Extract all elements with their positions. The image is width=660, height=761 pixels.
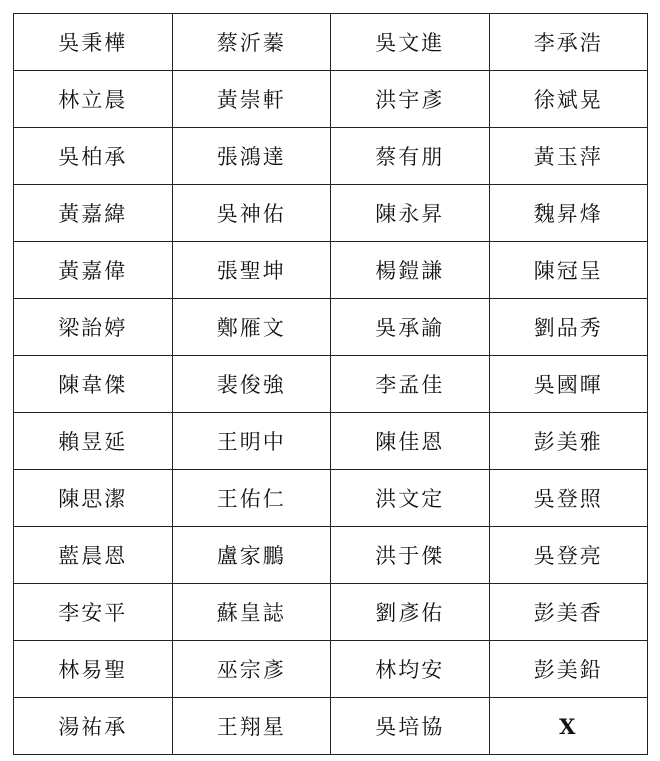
table-row	[14, 128, 648, 185]
table-cell: 徐斌晃	[489, 71, 648, 128]
table-cell: 彭美鉛	[489, 641, 648, 698]
table-row	[14, 299, 648, 356]
table-cell: 陳思潔	[14, 470, 173, 527]
table-cell: 吳承諭	[331, 299, 490, 356]
table-cell: 洪宇彥	[331, 71, 490, 128]
table-cell: 陳冠呈	[489, 242, 648, 299]
table-row	[14, 14, 648, 71]
table-cell: 吳柏承	[14, 128, 173, 185]
table-cell: 楊鎧謙	[331, 242, 490, 299]
table-cell: 吳神佑	[172, 185, 331, 242]
table-row	[14, 242, 648, 299]
table-cell: 王佑仁	[172, 470, 331, 527]
table-cell: 梁詒婷	[14, 299, 173, 356]
table-row	[14, 698, 648, 755]
table-cell: 吳秉樺	[14, 14, 173, 71]
table-row	[14, 413, 648, 470]
table-cell: 黃嘉偉	[14, 242, 173, 299]
table-cell: 蘇皇誌	[172, 584, 331, 641]
table-cell: 陳韋傑	[14, 356, 173, 413]
table-cell: 吳培協	[331, 698, 490, 755]
name-table-body	[14, 14, 648, 755]
table-cell: 劉彥佑	[331, 584, 490, 641]
table-cell: 吳國暉	[489, 356, 648, 413]
table-cell: 藍晨恩	[14, 527, 173, 584]
table-row	[14, 356, 648, 413]
table-cell: 吳登照	[489, 470, 648, 527]
table-cell: 林立晨	[14, 71, 173, 128]
table-cell: 王翔星	[172, 698, 331, 755]
table-cell: 林易聖	[14, 641, 173, 698]
table-cell: 蔡沂蓁	[172, 14, 331, 71]
table-row	[14, 185, 648, 242]
table-cell: 鄭雁文	[172, 299, 331, 356]
table-cell: 王明中	[172, 413, 331, 470]
table-cell: 黃嘉緯	[14, 185, 173, 242]
table-cell: 李承浩	[489, 14, 648, 71]
table-row	[14, 527, 648, 584]
table-cell: 彭美雅	[489, 413, 648, 470]
table-cell: 張鴻達	[172, 128, 331, 185]
table-row	[14, 71, 648, 128]
table-cell: 吳登亮	[489, 527, 648, 584]
table-cell: 張聖坤	[172, 242, 331, 299]
table-cell: 湯祐承	[14, 698, 173, 755]
table-cell: 賴昱延	[14, 413, 173, 470]
table-cell: 陳永昇	[331, 185, 490, 242]
table-cell: 劉品秀	[489, 299, 648, 356]
table-cell: 裴俊強	[172, 356, 331, 413]
table-cell: 洪文定	[331, 470, 490, 527]
table-cell: 魏昇烽	[489, 185, 648, 242]
table-cell: 林均安	[331, 641, 490, 698]
table-row	[14, 584, 648, 641]
table-cell: 黃玉萍	[489, 128, 648, 185]
table-row	[14, 641, 648, 698]
name-table	[13, 13, 648, 755]
table-cell: 吳文進	[331, 14, 490, 71]
table-cell: 李孟佳	[331, 356, 490, 413]
table-cell: 洪于傑	[331, 527, 490, 584]
table-cell: 蔡有朋	[331, 128, 490, 185]
table-cell: 李安平	[14, 584, 173, 641]
table-cell: 巫宗彥	[172, 641, 331, 698]
table-cell: 黃崇軒	[172, 71, 331, 128]
table-row	[14, 470, 648, 527]
table-cell: 盧家鵬	[172, 527, 331, 584]
table-cell: 陳佳恩	[331, 413, 490, 470]
table-cell: 彭美香	[489, 584, 648, 641]
table-cell: X	[489, 698, 648, 755]
